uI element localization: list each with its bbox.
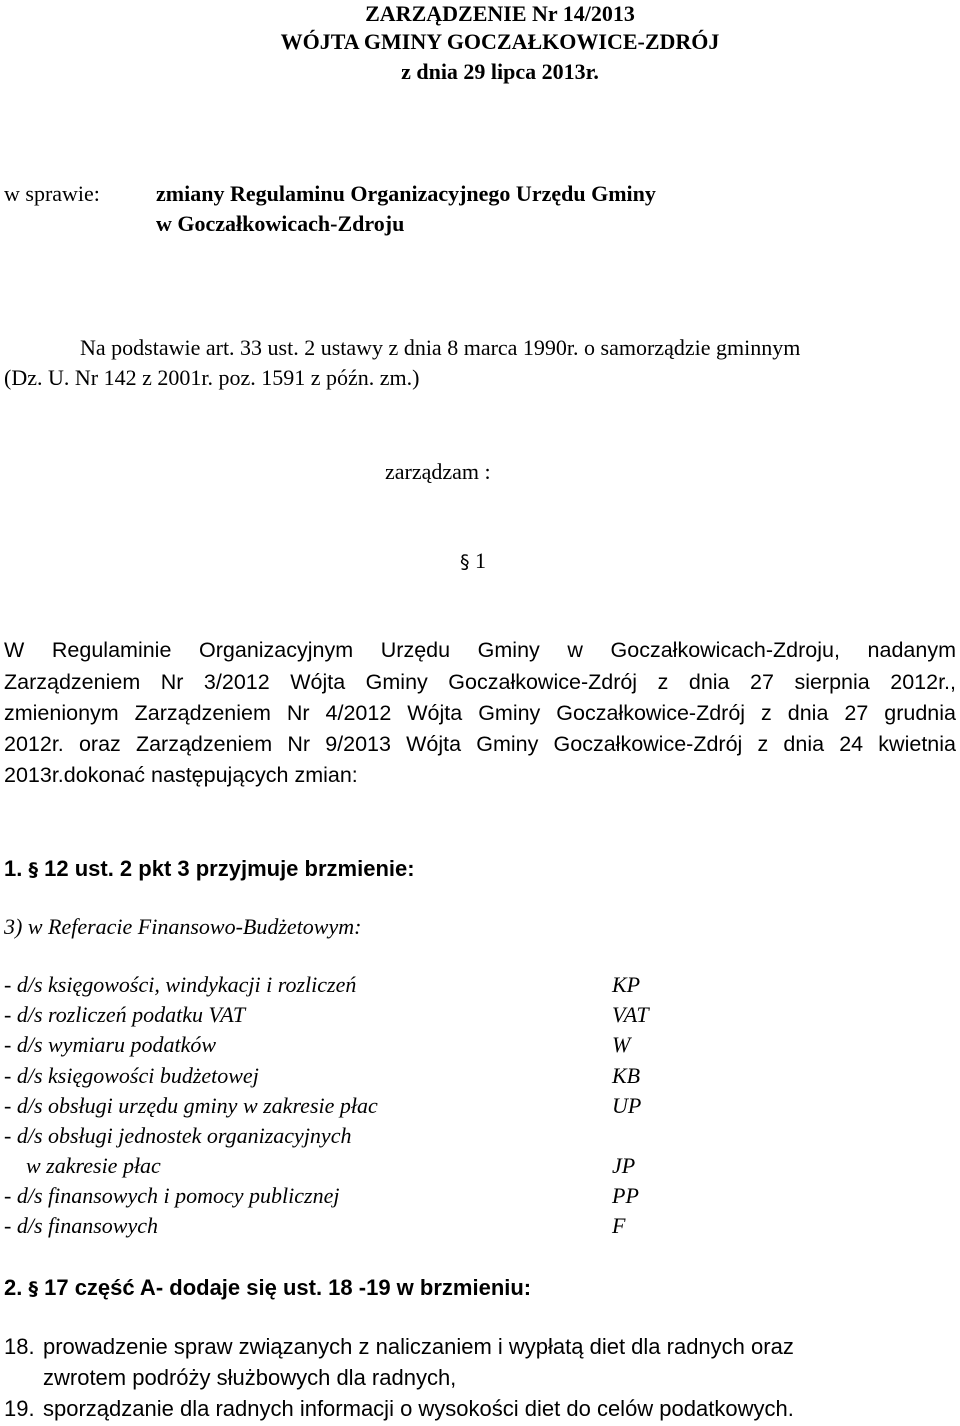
department-name: w zakresie płac	[4, 1153, 161, 1178]
department-name: - d/s obsługi jednostek organizacyjnych	[4, 1123, 352, 1148]
department-code: UP	[612, 1093, 642, 1118]
section-number: 1	[475, 548, 486, 573]
department-code: KB	[612, 1063, 641, 1088]
item-text-continued: zwrotem podróży służbowych dla radnych,	[43, 1365, 457, 1390]
intro-line-4: 2012r. oraz Zarządzeniem Nr 9/2013 Wójta Gminy Goczałkowice-Zdrój z dnia 24 kwietnia	[4, 732, 956, 756]
change-2-number: 2.	[4, 1275, 23, 1300]
department-code: VAT	[612, 1002, 649, 1027]
subject-line-2: w Goczałkowicach-Zdroju	[156, 211, 405, 236]
department-name: - d/s księgowości, windykacji i rozliczeń	[4, 972, 357, 997]
date-line: z dnia 29 lipca 2013r.	[401, 59, 599, 84]
change-1-number: 1.	[4, 856, 23, 881]
legal-basis-line-1: Na podstawie art. 33 ust. 2 ustawy z dnia 8 marca 1990r. o samorządzie gminnym	[80, 335, 801, 360]
department-name: - d/s wymiaru podatków	[4, 1032, 217, 1057]
department-name: - d/s księgowości budżetowej	[4, 1063, 259, 1088]
section-heading	[460, 547, 486, 576]
issuer-line: WÓJTA GMINY GOCZAŁKOWICE-ZDRÓJ	[280, 29, 720, 54]
department-code: JP	[612, 1153, 636, 1178]
change-2-text: 17 część A- dodaje się ust. 18 -19 w brzmieniu:	[44, 1275, 532, 1300]
department-code: KP	[612, 972, 641, 997]
intro-line-5: 2013r.dokonać następujących zmian:	[4, 763, 358, 787]
item-number: 19.	[4, 1396, 35, 1421]
change-2-heading	[4, 1274, 531, 1303]
item-number: 18.	[4, 1334, 35, 1359]
intro-line-2: Zarządzeniem Nr 3/2012 Wójta Gminy Goczałkowice-Zdrój z dnia 27 sierpnia 2012r.,	[4, 670, 956, 694]
department-heading: 3) w Referacie Finansowo-Budżetowym:	[4, 914, 362, 939]
legal-basis-line-2: (Dz. U. Nr 142 z 2001r. poz. 1591 z późn. zm.)	[4, 365, 420, 390]
department-name: - d/s obsługi urzędu gminy w zakresie płac	[4, 1093, 378, 1118]
section-symbol-icon: §	[28, 859, 38, 881]
subject-label: w sprawie:	[4, 181, 100, 206]
section-symbol-icon: §	[460, 551, 470, 573]
intro-line-1: W Regulaminie Organizacyjnym Urzędu Gminy w Goczałkowicach-Zdroju, nadanym	[4, 638, 956, 662]
item-text: sporządzanie dla radnych informacji o wysokości diet do celów podatkowych.	[43, 1396, 794, 1421]
intro-line-3: zmienionym Zarządzeniem Nr 4/2012 Wójta Gminy Goczałkowice-Zdrój z dnia 27 grudnia	[4, 701, 956, 725]
department-code: F	[612, 1213, 626, 1238]
item-text: prowadzenie spraw związanych z naliczaniem i wypłatą diet dla radnych oraz	[43, 1334, 794, 1359]
subject-line-1: zmiany Regulaminu Organizacyjnego Urzędu Gminy	[156, 181, 656, 206]
department-code: PP	[612, 1183, 639, 1208]
department-name: - d/s finansowych	[4, 1213, 158, 1238]
change-1-heading	[4, 855, 415, 884]
document-title: ZARZĄDZENIE Nr 14/2013	[365, 1, 635, 26]
department-name: - d/s finansowych i pomocy publicznej	[4, 1183, 340, 1208]
department-code: W	[612, 1032, 631, 1057]
department-name: - d/s rozliczeń podatku VAT	[4, 1002, 246, 1027]
decree-word: zarządzam :	[385, 459, 491, 484]
change-1-text: 12 ust. 2 pkt 3 przyjmuje brzmienie:	[44, 856, 415, 881]
section-symbol-icon: §	[28, 1278, 38, 1300]
